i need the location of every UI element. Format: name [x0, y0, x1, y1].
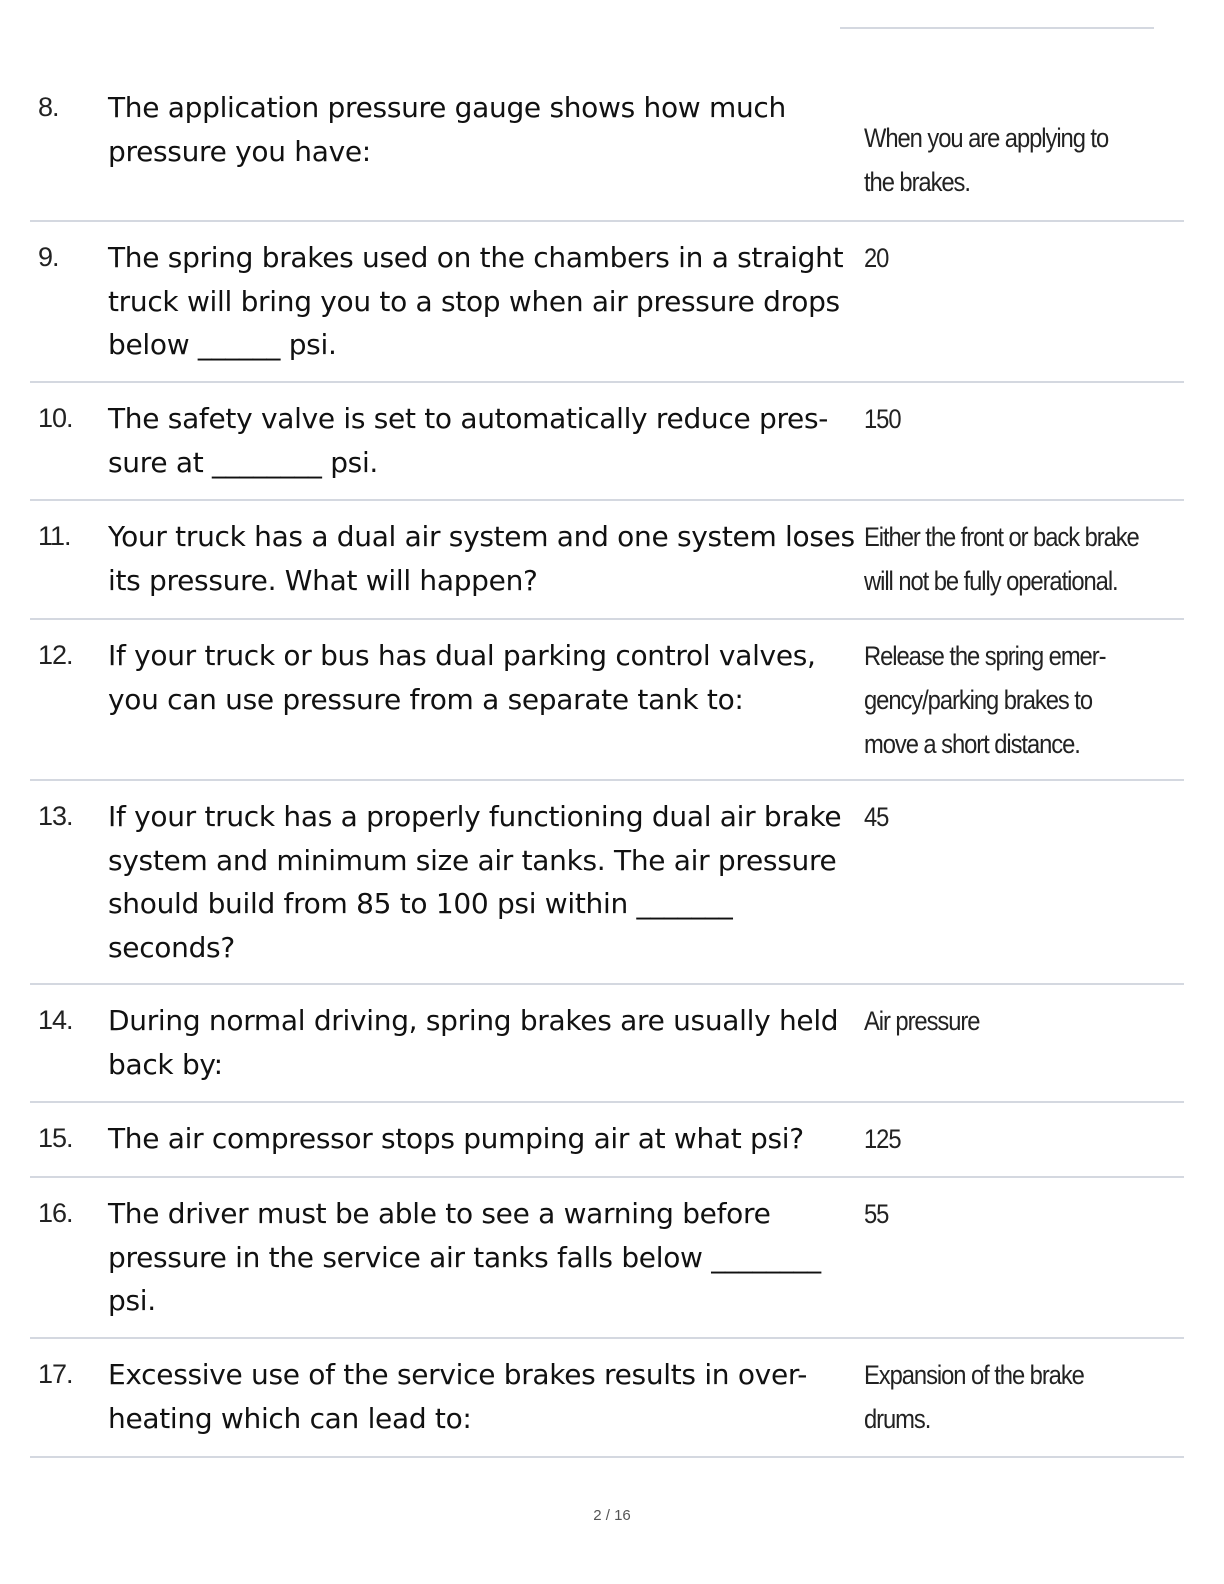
answer-text: 55 — [864, 1199, 889, 1229]
question-number: 15. — [38, 1123, 73, 1153]
answer-text: When you are applying to the brakes. — [864, 123, 1109, 197]
answer-text: 125 — [864, 1124, 901, 1154]
question-number: 12. — [38, 640, 73, 670]
question-row-13 — [30, 781, 1184, 985]
answer-text: 45 — [864, 802, 889, 832]
question-row-16 — [30, 1178, 1184, 1339]
question-text: The application pressure gauge shows how much pressure you have: — [108, 91, 786, 168]
question-number: 13. — [38, 801, 73, 831]
question-text: If your truck or bus has dual parking control valves, you can use pressure from a separate tank to: — [108, 639, 816, 716]
question-row-11 — [30, 501, 1184, 620]
question-number: 17. — [38, 1359, 73, 1389]
question-row-17 — [30, 1339, 1184, 1458]
question-number: 16. — [38, 1198, 73, 1228]
question-row-12 — [30, 620, 1184, 781]
answer-text: Release the spring emer- gency/parking brakes to move a short distance. — [864, 641, 1106, 759]
question-number: 8. — [38, 92, 59, 122]
question-text: Excessive use of the service brakes results in over- heating which can lead to: — [108, 1358, 808, 1435]
answer-text: Expansion of the brake drums. — [864, 1360, 1084, 1434]
question-text: Your truck has a dual air system and one system loses its pressure. What will happen? — [108, 520, 855, 597]
question-answer-list — [30, 86, 1184, 1458]
answer-column-top-rule — [840, 27, 1154, 29]
question-text: The spring brakes used on the chambers in a straight truck will bring you to a stop when air pressure drops below ______ psi. — [108, 241, 844, 361]
question-text: The safety valve is set to automatically reduce pres- sure at ________ psi. — [108, 402, 829, 479]
question-text: The driver must be able to see a warning before pressure in the service air tanks falls below ________ psi. — [108, 1197, 821, 1317]
question-text: The air compressor stops pumping air at what psi? — [108, 1122, 804, 1155]
question-row-15 — [30, 1103, 1184, 1178]
question-text: If your truck has a properly functioning dual air brake system and minimum size air tanks. The air pressure should build from 85 to 100 psi within _______ seconds? — [108, 800, 842, 964]
question-number: 11. — [38, 521, 71, 551]
answer-text: 20 — [864, 243, 889, 273]
question-row-10 — [30, 383, 1184, 501]
question-number: 9. — [38, 242, 59, 272]
question-row-8 — [30, 86, 1184, 222]
question-number: 14. — [38, 1005, 73, 1035]
answer-text: 150 — [864, 404, 901, 434]
question-row-9 — [30, 222, 1184, 383]
answer-text: Either the front or back brake will not be fully operational. — [864, 522, 1139, 596]
question-row-14 — [30, 985, 1184, 1103]
question-text: During normal driving, spring brakes are usually held back by: — [108, 1004, 839, 1081]
question-number: 10. — [38, 403, 73, 433]
answer-text: Air pressure — [864, 1006, 980, 1036]
page-indicator: 2 / 16 — [593, 1507, 631, 1524]
